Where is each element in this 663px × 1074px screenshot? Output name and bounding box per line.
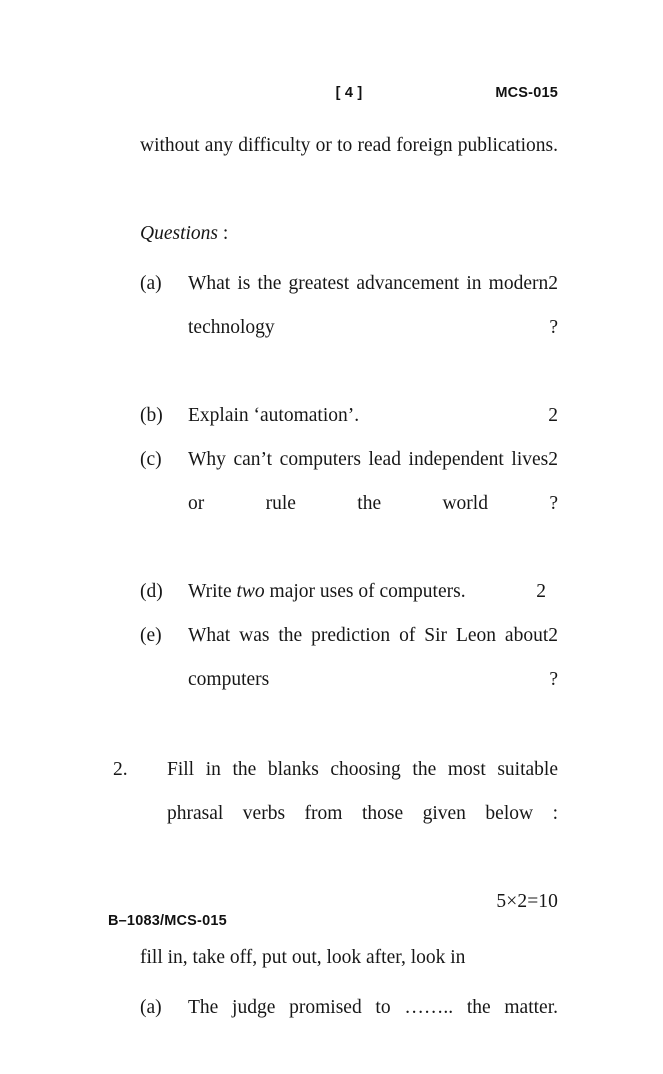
item-text-c: Why can’t computers lead independent lives or rule the world ? bbox=[188, 449, 558, 514]
question-item-b bbox=[140, 394, 558, 438]
question-item-e bbox=[140, 614, 558, 746]
item-body-d bbox=[188, 570, 558, 614]
item-body-b bbox=[188, 394, 558, 438]
question-2-body bbox=[167, 748, 558, 880]
question-item-a bbox=[140, 262, 558, 394]
question-2 bbox=[113, 748, 558, 880]
questions-label-suffix: : bbox=[218, 223, 229, 244]
question-2-item-marker-a: (a) bbox=[140, 997, 162, 1018]
question-item-c bbox=[140, 438, 558, 570]
item-marker-c: (c) bbox=[140, 449, 162, 470]
question-2-item-text-a: The judge promised to …….. the matter. bbox=[188, 997, 558, 1018]
item-marker-a: (a) bbox=[140, 273, 162, 294]
page-content bbox=[113, 124, 558, 1074]
question-2-item-a bbox=[140, 986, 558, 1074]
questions-label-line bbox=[140, 212, 558, 256]
item-marks-b: 2 bbox=[548, 405, 558, 426]
item-text-d-before: Write bbox=[188, 581, 237, 602]
item-marker-e: (e) bbox=[140, 625, 162, 646]
item-text-d-after: major uses of computers. bbox=[264, 581, 466, 602]
item-marks-e: 2 bbox=[548, 625, 558, 646]
questions-label: Questions bbox=[140, 223, 218, 244]
question-item-d bbox=[140, 570, 558, 614]
item-marks-d: 2 bbox=[536, 581, 546, 602]
question-2-text: Fill in the blanks choosing the most suitable phrasal verbs from those given below : bbox=[167, 759, 558, 824]
item-marker-d: (d) bbox=[140, 581, 163, 602]
footer-reference: B–1083/MCS-015 bbox=[108, 913, 227, 929]
item-marker-b: (b) bbox=[140, 405, 163, 426]
page-header bbox=[140, 85, 558, 107]
item-marks-c: 2 bbox=[548, 449, 558, 470]
item-marks-a: 2 bbox=[548, 273, 558, 294]
question-2-item-body-a bbox=[188, 986, 558, 1074]
item-text-b: Explain ‘automation’. bbox=[188, 405, 360, 426]
item-body-e bbox=[188, 614, 558, 746]
page-number: [ 4 ] bbox=[335, 85, 363, 101]
item-text-a: What is the greatest advancement in modern technology ? bbox=[188, 273, 558, 338]
item-text-e: What was the prediction of Sir Leon about computers ? bbox=[188, 625, 558, 690]
phrasal-verb-options: fill in, take off, put out, look after, look in bbox=[140, 947, 466, 968]
item-body-c bbox=[188, 438, 558, 570]
paper-code: MCS-015 bbox=[495, 85, 558, 101]
item-text-d-italic: two bbox=[236, 581, 265, 602]
question-2-marker: 2. bbox=[113, 759, 128, 780]
item-body-a bbox=[188, 262, 558, 394]
question-2-marks: 5×2=10 bbox=[496, 891, 558, 912]
continuation-paragraph: without any difficulty or to read foreign publications. bbox=[140, 135, 558, 156]
